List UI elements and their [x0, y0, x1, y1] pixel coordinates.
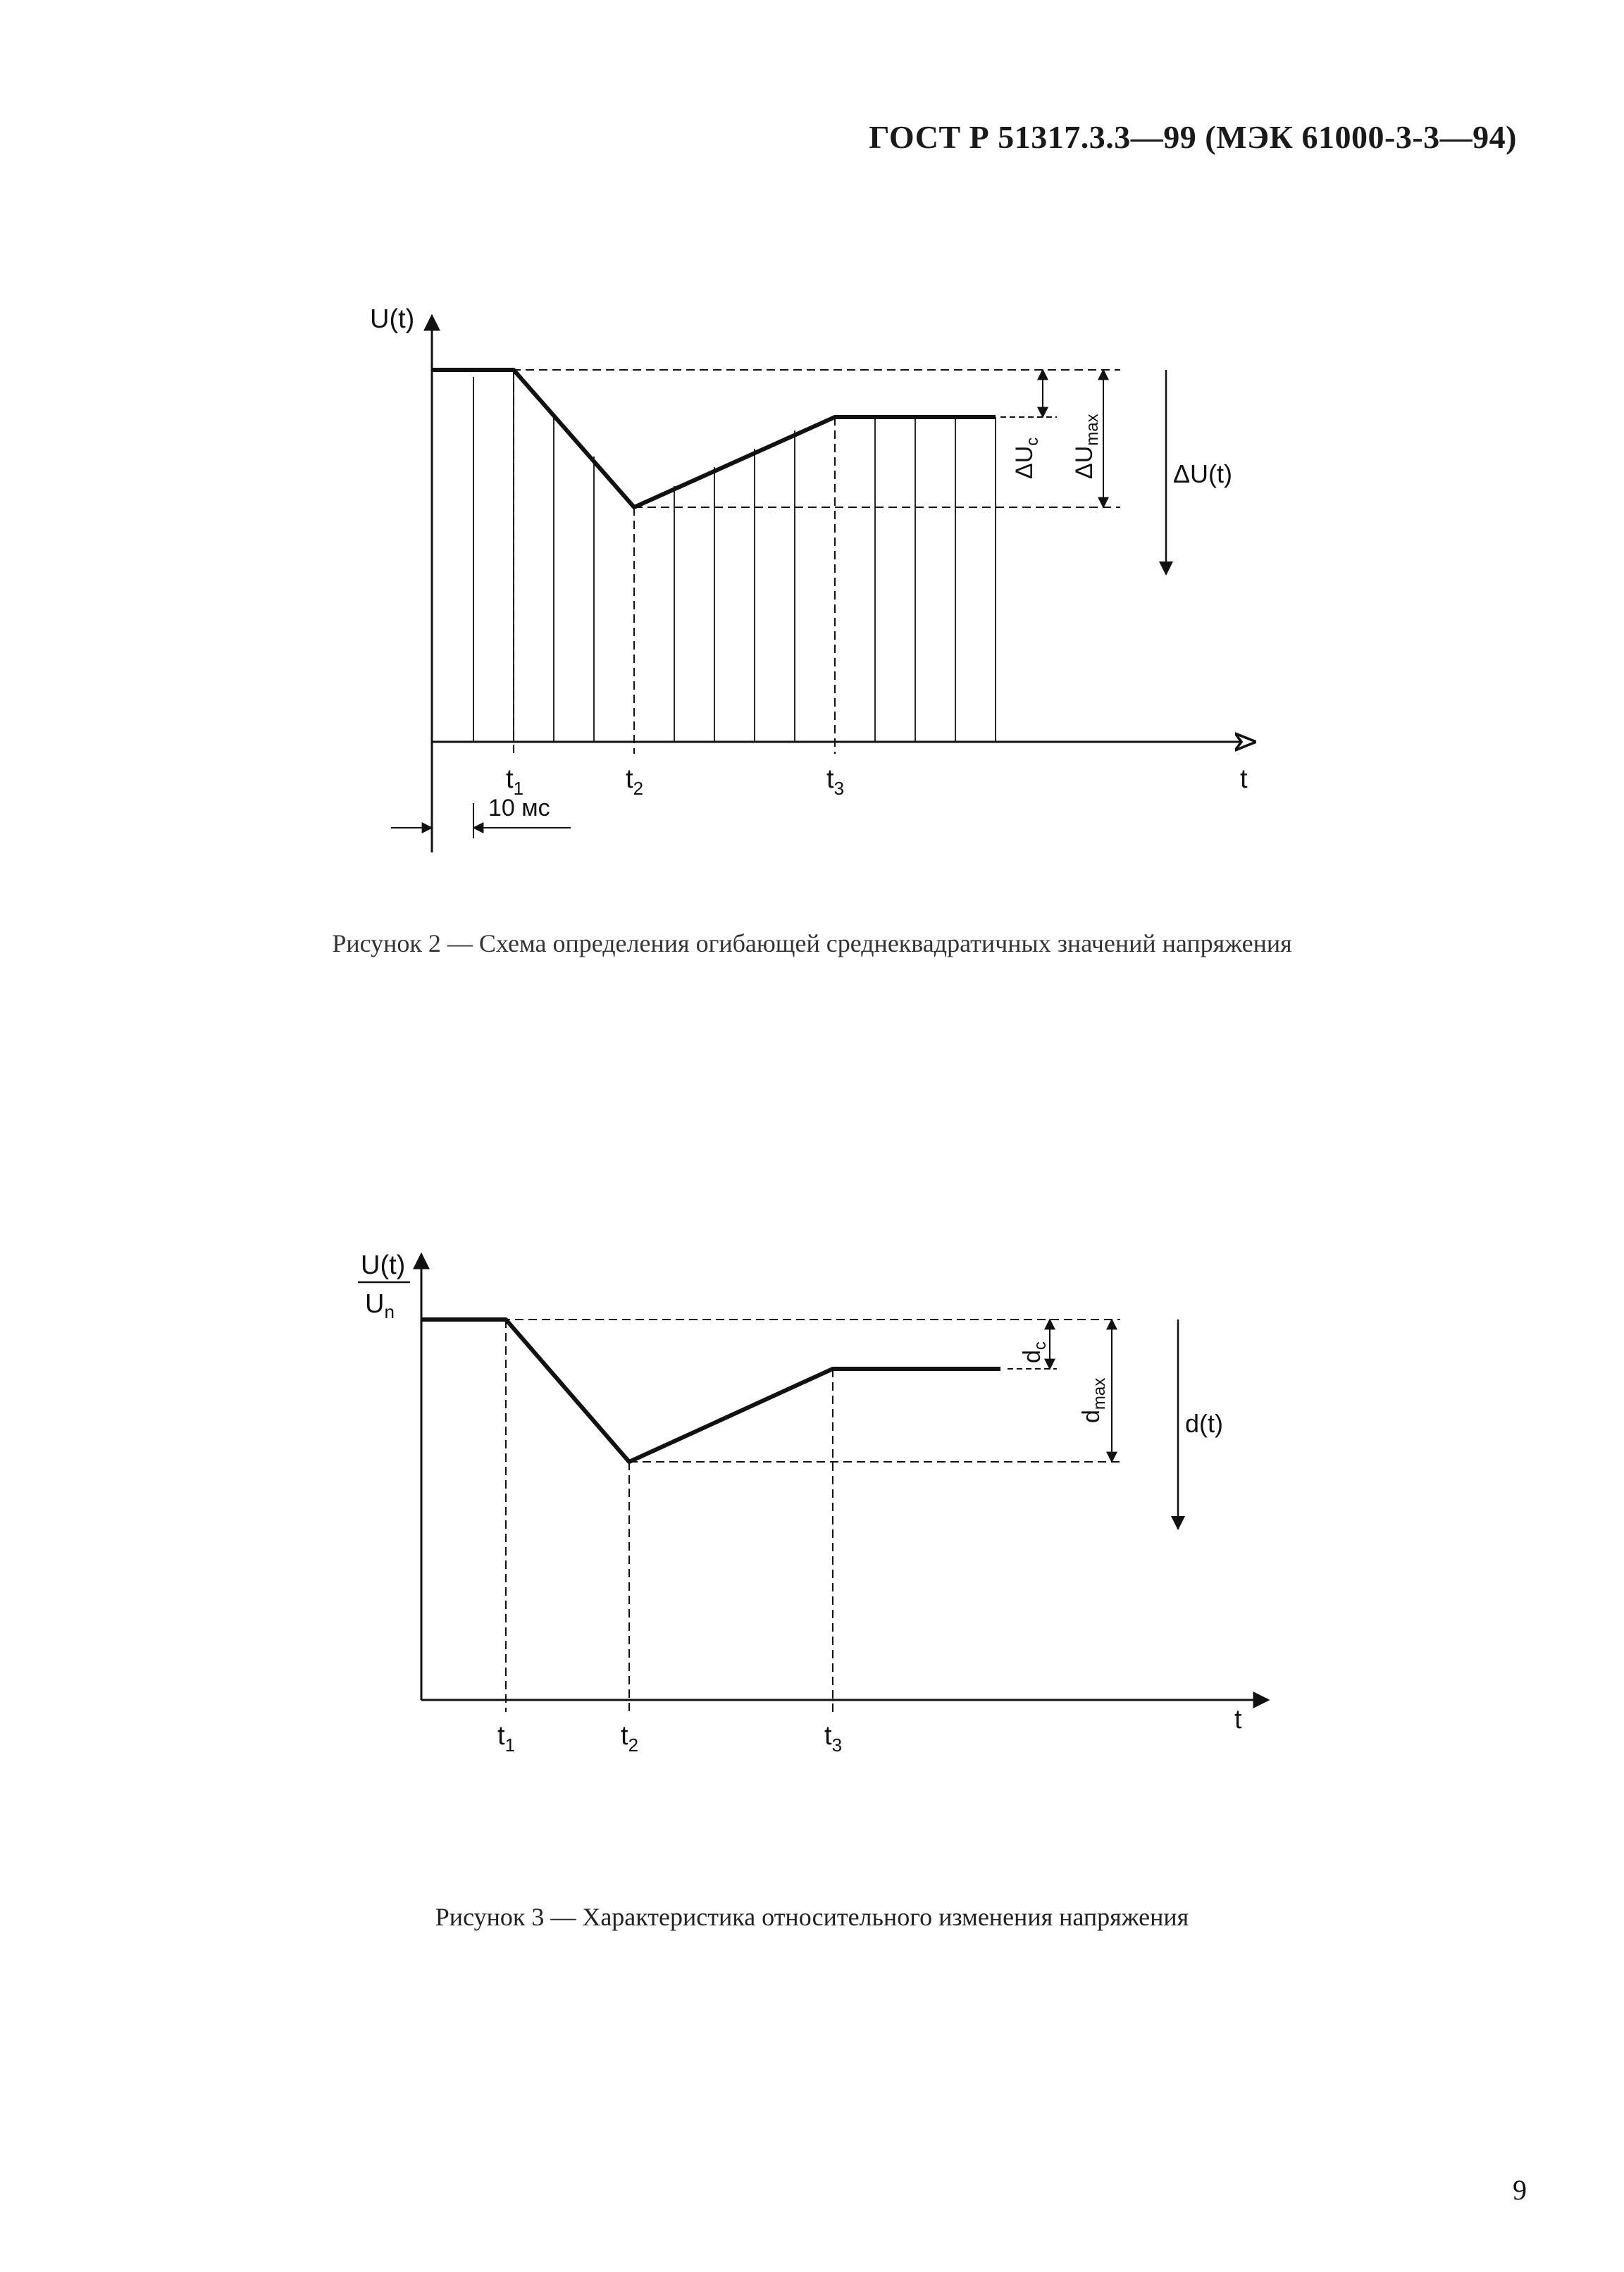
t2-label: $t_2$ — [626, 764, 644, 799]
x-axis-label: t — [1234, 1705, 1242, 1734]
t3-label: $t_3$ — [824, 1721, 843, 1756]
voltage-envelope-curve — [432, 370, 996, 507]
y-axis-numerator: U(t) — [361, 1250, 406, 1280]
sampling-grid — [473, 377, 996, 742]
x-axis-label: t — [1240, 764, 1248, 794]
relative-voltage-curve — [421, 1320, 1000, 1462]
delta-uc-dimension — [1000, 370, 1057, 417]
delta-uc-label: $\Delta U_c$ — [1011, 437, 1042, 479]
delta-u-t-label: ΔU(t) — [1173, 459, 1233, 488]
d-t-label: d(t) — [1185, 1409, 1223, 1438]
document-header: ГОСТ Р 51317.3.3—99 (МЭК 61000-3-3—94) — [869, 119, 1517, 155]
t1-label: $t_1$ — [497, 1721, 516, 1756]
delta-umax-label: $\Delta U_{max}$ — [1071, 414, 1102, 479]
figure-3-diagram — [0, 1198, 1624, 1902]
t3-label: $t_3$ — [826, 764, 845, 799]
t2-label: $t_2$ — [621, 1721, 639, 1756]
figure-3-caption: Рисунок 3 — Характеристика относительного изменения напряжения — [435, 1903, 1189, 1931]
interval-10ms-label: 10 мс — [488, 795, 550, 821]
dmax-label: $d_{max}$ — [1078, 1377, 1109, 1423]
dc-label: $d_c$ — [1019, 1341, 1050, 1363]
page-number: 9 — [1513, 2174, 1527, 2206]
t1-label: $t_1$ — [506, 764, 524, 799]
figure-2-diagram — [0, 0, 1624, 916]
y-axis-label: U(t) — [370, 304, 415, 334]
y-axis-denominator: $U_n$ — [365, 1289, 395, 1322]
figure-2-caption: Рисунок 2 — Схема определения огибающей среднеквадратичных значений напряжения — [332, 929, 1292, 957]
